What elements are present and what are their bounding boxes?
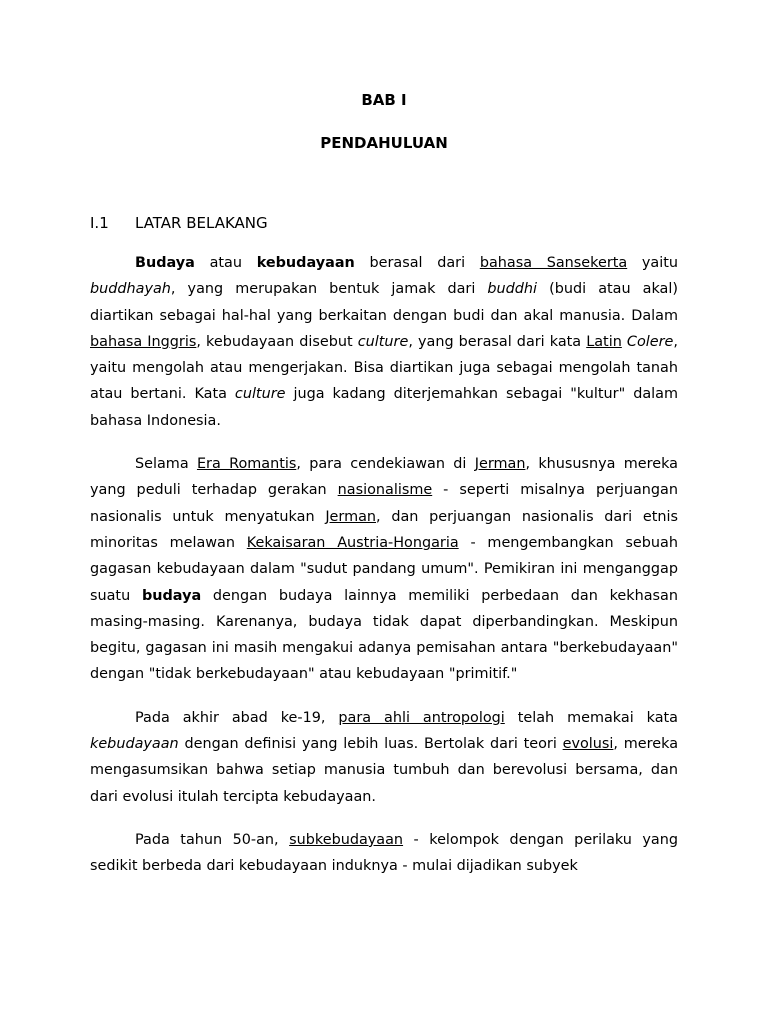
text: berasal dari	[354, 255, 480, 271]
term-budaya: Budaya	[135, 255, 195, 271]
term-culture: culture	[357, 333, 409, 350]
text: dengan definisi yang lebih luas. Bertolak dari teori	[178, 736, 563, 753]
chapter-heading: BAB I	[361, 91, 407, 109]
text: - seperti misalnya perjuangan nasionalis untuk menyatukan	[90, 482, 678, 525]
section-heading	[90, 214, 268, 232]
term-kebudayaan: kebudayaan	[256, 255, 355, 271]
chapter-title: PENDAHULUAN	[320, 134, 448, 152]
link-era-romantis[interactable]: Era Romantis	[196, 456, 297, 473]
link-nasionalisme[interactable]: nasionalisme	[337, 482, 433, 499]
section-number: I.1	[90, 214, 109, 232]
text: juga kadang diterjemahkan sebagai "kultur" dalam bahasa Indonesia.	[90, 386, 678, 429]
text: , khususnya mereka yang peduli terhadap gerakan	[90, 456, 678, 499]
text: , yang berasal dari kata	[408, 333, 587, 350]
link-bahasa-sansekerta[interactable]: bahasa Sansekerta	[479, 255, 628, 271]
paragraph-2	[90, 451, 678, 688]
link-bahasa-inggris[interactable]: bahasa Inggris	[90, 333, 197, 350]
text: , mereka mengasumsikan bahwa setiap manusia tumbuh dan berevolusi bersama, dan dari evolusi itulah tercipta kebudayaan.	[90, 736, 679, 805]
link-para-ahli-antropologi[interactable]: para ahli antropologi	[338, 709, 505, 726]
text: , yang merupakan bentuk jamak dari	[170, 281, 488, 298]
text: , kebudayaan disebut	[196, 333, 358, 350]
text: dengan budaya lainnya memiliki perbedaan dan kekhasan masing-masing. Karenanya, budaya tidak dapat diperbandingkan. Meskipun begitu, gagasan ini masih mengakui adanya pemisahan antara "berkebudayaan" dengan "tidak berkebudayaan" atau kebudayaan "primitif."	[90, 587, 678, 683]
term-buddhi: buddhi	[487, 281, 538, 298]
link-jerman[interactable]: Jerman	[325, 508, 377, 525]
term-budaya: budaya	[141, 587, 202, 604]
text: - mengembangkan sebuah gagasan kebudayaan dalam "sudut pandang umum". Pemikiran ini menganggap suatu	[90, 534, 678, 604]
text: yaitu	[627, 255, 678, 271]
body-text	[90, 250, 678, 880]
text: , yaitu mengolah atau mengerjakan. Bisa diartikan juga sebagai mengolah tanah atau bertani. Kata	[90, 333, 678, 403]
text: Pada akhir abad ke-19,	[135, 709, 339, 726]
text: atau	[194, 255, 257, 271]
text: , para cendekiawan di	[296, 456, 475, 473]
term-kebudayaan: kebudayaan	[90, 736, 179, 753]
term-culture: culture	[234, 386, 286, 403]
term-buddhayah: buddhayah	[90, 281, 171, 298]
link-subkebudayaan[interactable]: subkebudayaan	[289, 831, 404, 848]
link-kekaisaran-austria-hongaria[interactable]: Kekaisaran Austria-Hongaria	[246, 534, 459, 551]
text: Selama	[135, 456, 197, 473]
section-label: LATAR BELAKANG	[135, 214, 268, 232]
text: - kelompok dengan perilaku yang sedikit berbeda dari kebudayaan induknya - mulai dijadikan subyek	[90, 831, 678, 875]
paragraph-3	[90, 705, 678, 810]
link-evolusi[interactable]: evolusi	[562, 736, 614, 753]
paragraph-4	[90, 827, 678, 880]
text: (budi atau akal) diartikan sebagai hal-hal yang berkaitan dengan budi dan akal manusia. Dalam	[90, 281, 678, 324]
link-latin[interactable]: Latin	[586, 333, 622, 350]
text: telah memakai kata	[504, 709, 678, 726]
text: Pada tahun 50-an,	[135, 831, 290, 848]
link-jerman[interactable]: Jerman	[474, 456, 526, 473]
term-colere: Colere	[626, 333, 674, 350]
paragraph-1	[90, 250, 678, 434]
text: , dan perjuangan nasionalis dari etnis minoritas melawan	[90, 508, 679, 551]
